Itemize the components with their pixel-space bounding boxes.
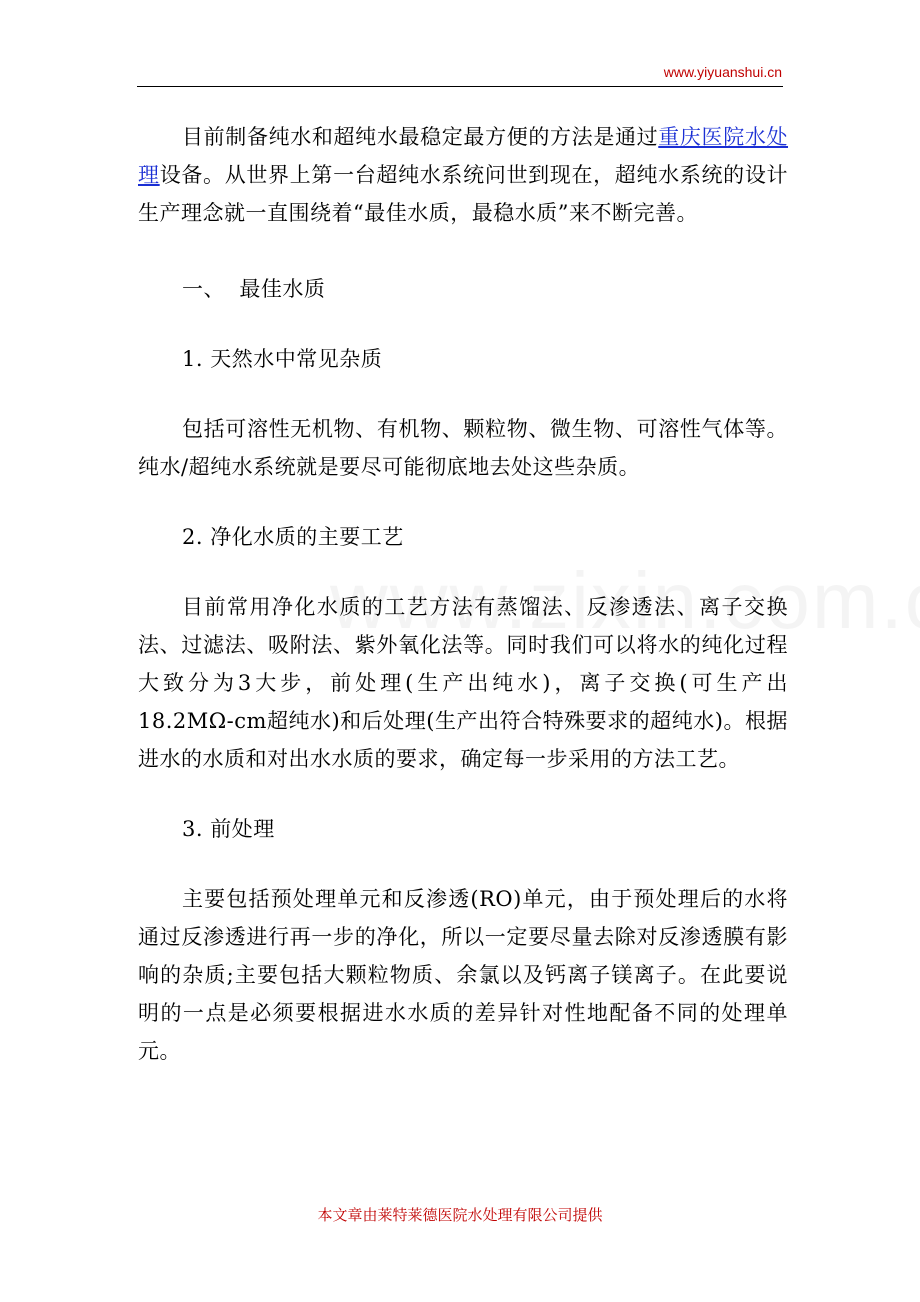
intro-link[interactable]: 重庆医院水处理 xyxy=(138,125,789,187)
intro-text-after-link: 设备。从世界上第一台超纯水系统问世到现在，超纯水系统的设计生产理念就一直围绕着“最佳水质，最稳水质”来不断完善。 xyxy=(138,163,789,225)
intro-text-before-link: 目前制备纯水和超纯水最稳定最方便的方法是通过 xyxy=(182,125,659,149)
item-heading-3: 3. 前处理 xyxy=(182,817,275,841)
footer-credit: 本文章由莱特莱德医院水处理有限公司提供 xyxy=(317,1206,603,1224)
item-heading-1: 1. 天然水中常见杂质 xyxy=(182,347,383,371)
item-paragraph-1: 包括可溶性无机物、有机物、颗粒物、微生物、可溶性气体等。纯水/超纯水系统就是要尽可能彻底地去处这些杂质。 xyxy=(138,417,788,479)
item-paragraph-3: 主要包括预处理单元和反渗透(RO)单元，由于预处理后的水将通过反渗透进行再一步的净化，所以一定要尽量去除对反渗透膜有影响的杂质;主要包括大颗粒物质、余氯以及钙离子镁离子。在此要说明的一点是必须要根据进水水质的差异针对性地配备不同的处理单元。 xyxy=(138,887,788,1063)
document-body xyxy=(138,118,788,1070)
section-heading-1: 一、 最佳水质 xyxy=(182,277,326,301)
item-heading-2: 2. 净化水质的主要工艺 xyxy=(182,525,404,549)
item-paragraph-2: 目前常用净化水质的工艺方法有蒸馏法、反渗透法、离子交换法、过滤法、吸附法、紫外氧化法等。同时我们可以将水的纯化过程大致分为3大步，前处理(生产出纯水)，离子交换(可生产出18.2MΩ-cm超纯水)和后处理(生产出符合特殊要求的超纯水)。根据进水的水质和对出水水质的要求，确定每一步采用的方法工艺。 xyxy=(138,595,788,771)
header-url[interactable]: www.yiyuanshui.cn xyxy=(663,64,782,80)
header-divider xyxy=(137,86,783,87)
intro-paragraph xyxy=(138,118,788,232)
